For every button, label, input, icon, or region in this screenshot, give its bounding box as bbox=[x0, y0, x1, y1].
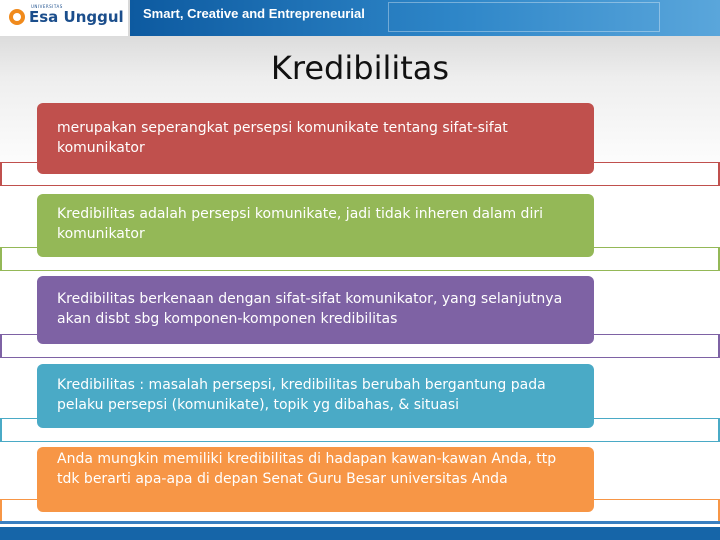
footer-line bbox=[0, 521, 720, 524]
list-item: Anda mungkin memiliki kredibilitas di hadapan kawan-kawan Anda, ttp tdk berarti apa-apa di depan Senat Guru Besar universitas Anda bbox=[37, 447, 594, 512]
list-item: Kredibilitas berkenaan dengan sifat-sifat komunikator, yang selanjutnya akan disbt sbg komponen-komponen kredibilitas bbox=[37, 276, 594, 344]
list-item: merupakan seperangkat persepsi komunikate tentang sifat-sifat komunikator bbox=[37, 103, 594, 174]
header-frame bbox=[388, 2, 660, 32]
logo-icon bbox=[9, 9, 25, 25]
header-bar bbox=[0, 0, 720, 36]
slide-title: Kredibilitas bbox=[270, 49, 450, 87]
logo-subtitle: UNIVERSITAS bbox=[31, 4, 63, 9]
logo-text: Esa Unggul bbox=[29, 8, 124, 26]
tagline: Smart, Creative and Entrepreneurial bbox=[143, 6, 365, 21]
logo bbox=[0, 0, 130, 36]
footer-bar bbox=[0, 527, 720, 540]
list-item: Kredibilitas adalah persepsi komunikate, jadi tidak inheren dalam diri komunikator bbox=[37, 194, 594, 257]
list-item: Kredibilitas : masalah persepsi, kredibilitas berubah bergantung pada pelaku persepsi (komunikate), topik yg dibahas, & situasi bbox=[37, 364, 594, 428]
